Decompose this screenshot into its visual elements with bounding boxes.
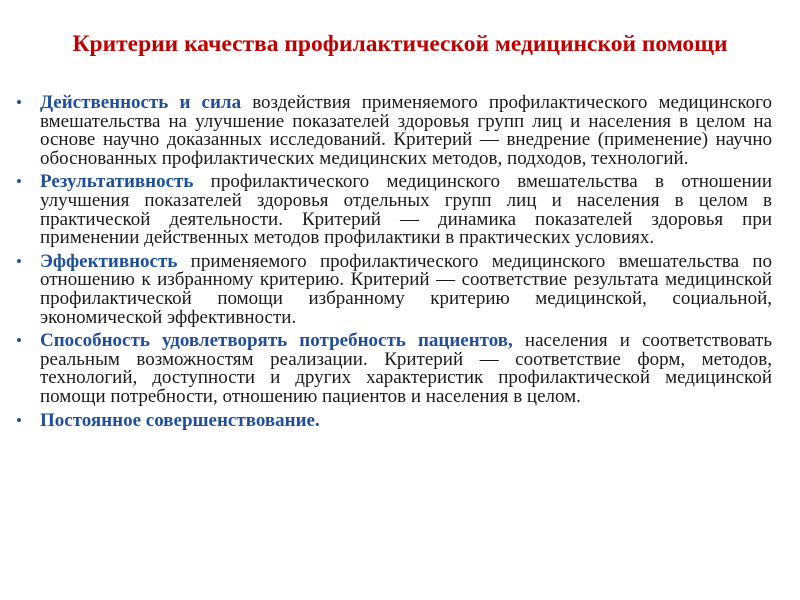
bullet-term: Способность удовлетворять потребность пациентов, xyxy=(40,330,513,352)
bullet-term: Действенность и сила xyxy=(40,92,242,113)
bullet-item-continuous-improvement xyxy=(16,409,772,431)
bullet-item-effectiveness-power xyxy=(16,94,772,168)
bullet-icon: • xyxy=(16,331,22,351)
bullet-text: населения и соответствовать реальным возможностям реализации. Критерий — соответствие форм, методов, технологий, доступности и других характеристик профилактической медицинской помощи потребности, отношению пациентов и населения в целом. xyxy=(40,330,772,407)
bullet-list xyxy=(16,94,772,435)
bullet-term: Постоянное совершенствование. xyxy=(40,409,320,431)
bullet-term: Результативность xyxy=(40,171,194,193)
bullet-icon: • xyxy=(16,410,22,430)
bullet-text: применяемого профилактического медицинского вмешательства по отношению к избранному критерию. Критерий — соответствие результата медицинской профилактической помощи избранному критерию медицинской, социальной, экономической эффективности. xyxy=(40,250,772,328)
bullet-item-efficiency xyxy=(16,250,772,328)
slide-title: Критерии качества профилактической медицинской помощи xyxy=(72,31,728,57)
bullet-text: профилактического медицинского вмешательства в отношении улучшения показателей здоровья отдельных групп лиц и населения в целом в практической деятельности. Критерий — динамика показателей здоровья при применении действенных методов профилактики в практических условиях. xyxy=(40,171,772,249)
bullet-item-meeting-needs xyxy=(16,332,772,406)
bullet-term: Эффективность xyxy=(40,250,178,272)
bullet-text: воздействия применяемого профилактического медицинского вмешательства на улучшение показателей здоровья групп лиц и населения в целом на основе научно доказанных исследований. Критерий — внедрение (применение) научно обоснованных профилактических медицинских методов, подходов, технологий. xyxy=(40,92,773,169)
bullet-item-productivity xyxy=(16,173,772,247)
bullet-icon: • xyxy=(16,251,22,271)
bullet-icon: • xyxy=(16,93,22,112)
bullet-icon: • xyxy=(16,172,22,192)
